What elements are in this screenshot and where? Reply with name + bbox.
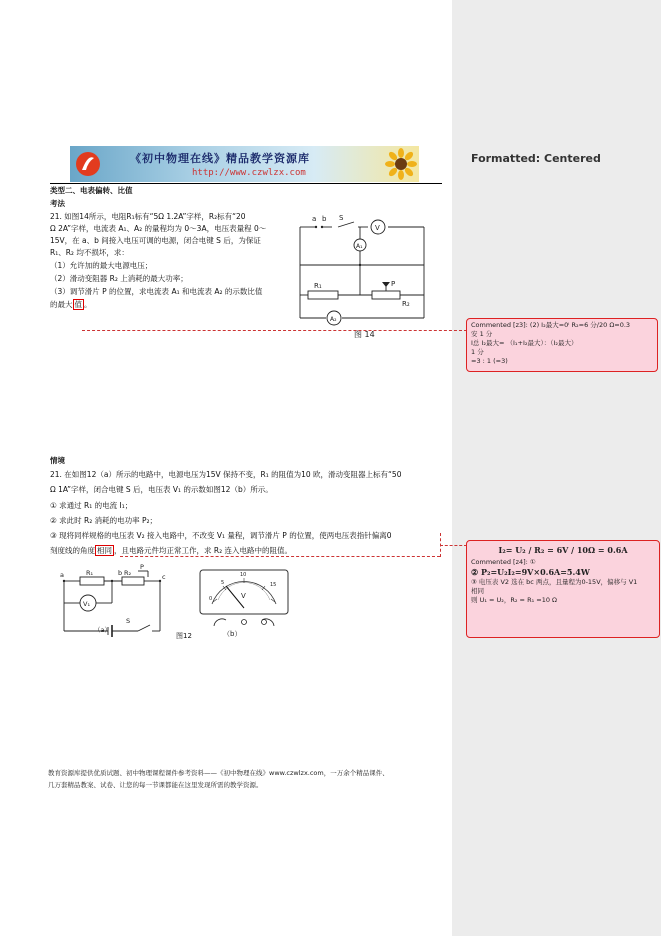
section1-label: 考法 — [50, 199, 65, 208]
fig14-caption: 图 14 — [354, 330, 375, 339]
fig14-label-b: b — [322, 215, 327, 223]
comment-balloon-2[interactable] — [466, 540, 660, 638]
comment2-line-4: 相同 — [471, 587, 484, 595]
fig12-label-b: b — [118, 569, 123, 577]
comment2-connector — [440, 545, 467, 546]
fig14-label-v: V — [375, 224, 380, 232]
banner-url: http://www.czwlzx.com — [192, 168, 306, 178]
header-banner — [70, 146, 419, 182]
meter-tick-0: 0 — [209, 596, 213, 602]
comment2-underline — [120, 556, 440, 557]
q21b-line6-suffix: ，且电路元件均正常工作，求 R₂ 连入电路中的阻值。 — [114, 546, 292, 555]
fig12-label-c: c — [162, 573, 166, 581]
q21a-line-1: 21. 如图14所示，电阻R₁标有“5Ω 1.2A”字样，R₂标有“20 — [50, 212, 246, 221]
fig12-label-v1: V₁ — [83, 600, 91, 608]
footer-line-2: 几万套精品教案、试卷、让您的每一节课都能在这里发现所需的教学资源。 — [48, 781, 263, 789]
q21b-line-6 — [50, 546, 292, 556]
section1-heading: 类型二、电表偏转、比值 — [50, 186, 133, 195]
fig12-label-a-caption: （a） — [94, 626, 111, 634]
fig12-caption: 图12 — [176, 632, 192, 640]
fig12-label-r1: R₁ — [86, 569, 94, 577]
figure-14-circuit — [296, 212, 446, 344]
meter-tick-5: 5 — [221, 580, 225, 586]
q21b-line-3: ① 求通过 R₁ 的电流 I₁； — [50, 501, 133, 510]
fig14-label-a2: A₂ — [330, 316, 337, 323]
fig12-label-a: a — [60, 571, 64, 579]
q21b-line-4: ② 求此时 R₂ 消耗的电功率 P₂； — [50, 516, 158, 525]
figure-12a-circuit — [56, 563, 186, 643]
meter-tick-15: 15 — [270, 582, 277, 588]
comment-margin — [452, 0, 661, 936]
comment2-line-5: 则 U₁ = U₂，R₂ = R₁ =10 Ω — [471, 596, 558, 604]
footer-line-1: 教育资源库提供优质试题、初中物理课程课件参考资料——《初中物理在线》www.czwlzx.com，一万余个精品课件、 — [48, 769, 389, 777]
q21a-line-6: （2）滑动变阻器 R₂ 上消耗的最大功率； — [50, 274, 188, 283]
q21a-line-5: （1）允许加的最大电源电压； — [50, 261, 153, 270]
logo-icon — [74, 150, 102, 178]
fig12-label-s: S — [126, 617, 131, 625]
meter-tick-10: 10 — [240, 572, 247, 578]
comment2-formula-2: ② P₂=U₂I₂=9V×0.6A=5.4W — [471, 567, 590, 577]
q21a-line-8 — [50, 300, 92, 310]
sunflower-icon — [385, 148, 417, 180]
fig14-label-r2: R₂ — [402, 300, 410, 308]
comment1-line-4: 1 分 — [471, 348, 484, 356]
figure-12b-meter — [196, 566, 292, 638]
q21a-line-2: Ω 2A”字样，电流表 A₁、A₂ 的量程均为 0～3A，电压表量程 0～ — [50, 224, 267, 233]
q21a-last-suffix: 。 — [84, 300, 92, 309]
comment1-line-1: Commented [z3]: (2) I₂最大=0ⁱ R₂=6 分/20 Ω=0.3 — [471, 321, 631, 329]
fig14-label-a: a — [312, 215, 317, 223]
fig12-label-b-caption: （b） — [223, 630, 242, 638]
comment1-connector — [82, 330, 467, 331]
fig12-label-r2: R₂ — [124, 569, 132, 577]
fig14-label-s: S — [339, 214, 344, 222]
q21b-line6-prefix: 刻度线的角度 — [50, 546, 95, 555]
fig14-label-a1: A₁ — [356, 243, 363, 250]
q21a-last-prefix: 的最大 — [50, 300, 73, 309]
comment1-line-2: 安 1 分 — [471, 330, 493, 338]
banner-title: 《初中物理在线》精品教学资源库 — [130, 152, 310, 165]
q21a-comment-anchor[interactable]: 值 — [74, 300, 82, 309]
q21b-line-5: ③ 现将同样规格的电压表 V₂ 接入电路中，不改变 V₁ 量程，调节滑片 P 的位置，使两电压表指针偏离0 — [50, 531, 392, 540]
comment2-formula-1: I₂= U₂ / R₂ = 6V / 10Ω = 0.6A — [498, 545, 628, 555]
q21b-line-2: Ω 1A”字样，闭合电键 S 后，电压表 V₁ 的示数如图12（b）所示。 — [50, 485, 273, 494]
q21a-line-7: （3）调节滑片 P 的位置，求电流表 A₁ 和电流表 A₂ 的示数比值 — [50, 287, 263, 296]
header-rule — [50, 183, 442, 184]
comment2-label: Commented [z4]: ① — [471, 558, 536, 566]
comment1-line-5: =3 : 1 (=3) — [471, 357, 508, 365]
meter-label-v: V — [241, 592, 246, 600]
comment-balloon-1[interactable] — [466, 318, 658, 372]
q21b-comment-anchor[interactable]: 相同 — [97, 546, 112, 555]
q21a-line-3: 15V，在 a、b 间接入电压可调的电源，闭合电键 S 后，为保证 — [50, 236, 261, 245]
fig12-label-p: P — [140, 563, 144, 571]
fig14-label-r1: R₁ — [314, 282, 322, 290]
comment2-line-3: ③ 电压表 V2 选在 bc 两点，且量程为0-15V，偏移与 V1 — [471, 578, 638, 586]
section2-label: 情境 — [50, 456, 65, 465]
q21b-line-1: 21. 在如图12（a）所示的电路中，电源电压为15V 保持不变，R₁ 的阻值为10 欧，滑动变阻器上标有“50 — [50, 470, 402, 479]
q21a-line-4: R₁、R₂ 均不损坏，求： — [50, 248, 129, 257]
comment1-line-3: I总 I₂最大= （I₁+I₂最大）：（I₂最大） — [471, 339, 578, 347]
margin-title: Formatted: Centered — [471, 152, 601, 165]
fig14-label-p: P — [391, 280, 396, 288]
